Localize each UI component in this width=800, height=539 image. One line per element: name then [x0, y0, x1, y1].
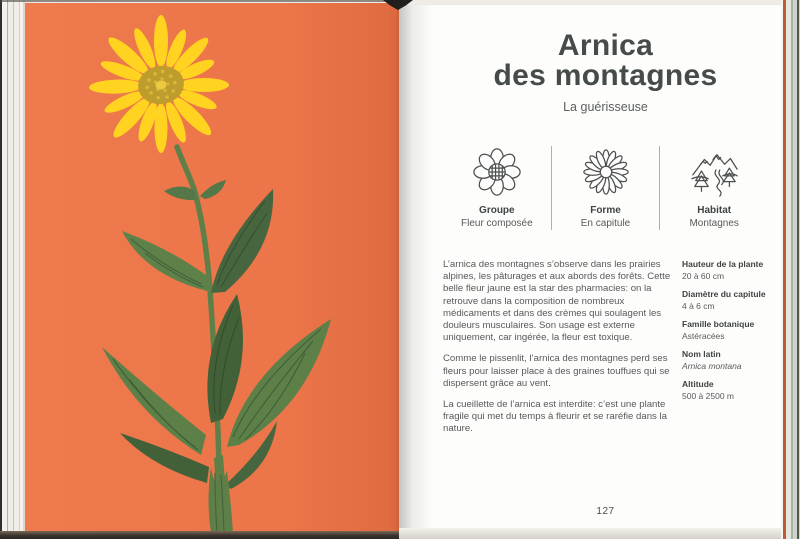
fact-label: Diamètre du capitule	[682, 289, 766, 299]
gutter-shadow	[399, 5, 433, 531]
fact-value: Astéracées	[682, 330, 725, 341]
facts-sidebar	[682, 259, 768, 436]
trait-label: Forme	[590, 205, 621, 216]
basal-sheath	[209, 467, 234, 533]
fact-value: 20 à 60 cm	[682, 270, 725, 281]
composite-flower-icon	[471, 146, 523, 198]
arnica-illustration	[25, 3, 399, 533]
traits-row	[443, 146, 768, 230]
top-book-edge	[0, 0, 399, 2]
fact-diametre	[682, 289, 768, 311]
body-text	[443, 259, 680, 436]
paragraph-3: La cueillette de l’arnica est interdite: c’est une plante fragile qui met du temps à fleurir et se raréfie dans la nature.	[443, 399, 667, 435]
fact-value: 500 à 2500 m	[682, 390, 734, 401]
trait-value: En capitule	[580, 218, 631, 229]
trait-value: Montagnes	[689, 218, 739, 229]
title-line-1: Arnica	[557, 29, 654, 62]
trait-label: Habitat	[697, 205, 732, 216]
trait-habitat	[659, 146, 768, 230]
fact-hauteur	[682, 259, 768, 281]
right-page	[399, 5, 781, 531]
capitule-flower-icon	[580, 146, 632, 198]
fact-famille	[682, 319, 768, 341]
left-page	[25, 3, 399, 533]
trait-label: Groupe	[479, 205, 515, 216]
page-number: 127	[596, 506, 615, 517]
page-subtitle: La guérisseuse	[563, 100, 648, 114]
fact-label: Famille botanique	[682, 319, 755, 329]
fact-label: Nom latin	[682, 349, 721, 359]
fact-nom-latin	[682, 349, 768, 371]
left-big-leaf	[102, 347, 206, 455]
upper-left-leaf	[122, 231, 210, 291]
bottom-page-shadow	[399, 528, 781, 539]
bottom-book-edge	[0, 531, 399, 539]
mountains-icon	[688, 146, 740, 198]
flower-head	[89, 15, 229, 153]
trait-groupe	[443, 146, 551, 230]
trait-forme	[551, 146, 660, 230]
fact-label: Hauteur de la plante	[682, 259, 764, 269]
trait-value: Fleur composée	[460, 218, 533, 229]
right-page-edges	[781, 0, 800, 539]
left-page-edges	[0, 0, 25, 539]
main-columns	[443, 259, 768, 436]
page-title	[443, 31, 768, 91]
upper-right-leaf	[211, 189, 273, 293]
fact-altitude	[682, 379, 768, 401]
fact-value: 4 à 6 cm	[682, 300, 715, 311]
title-line-2: des montagnes	[493, 59, 718, 92]
paragraph-1: L’arnica des montagnes s’observe dans les prairies alpines, les pâturages et aux abords des forêts. Cette belle fleur jaune est la star des pharmacies: on la retrouve dans la composition de nombreux médicaments et dans des crèmes qui soulagent les douleurs musculaires. Son usage est externe uniquement, car ingérée, la fleur est toxique.	[443, 259, 671, 344]
fact-value: Arnica montana	[682, 360, 742, 371]
fact-label: Altitude	[682, 379, 714, 389]
paragraph-2: Comme le pissenlit, l’arnica des montagnes perd ses fleurs pour laisser place à des graines touffues qui se dispersent grâce au vent.	[443, 353, 670, 389]
